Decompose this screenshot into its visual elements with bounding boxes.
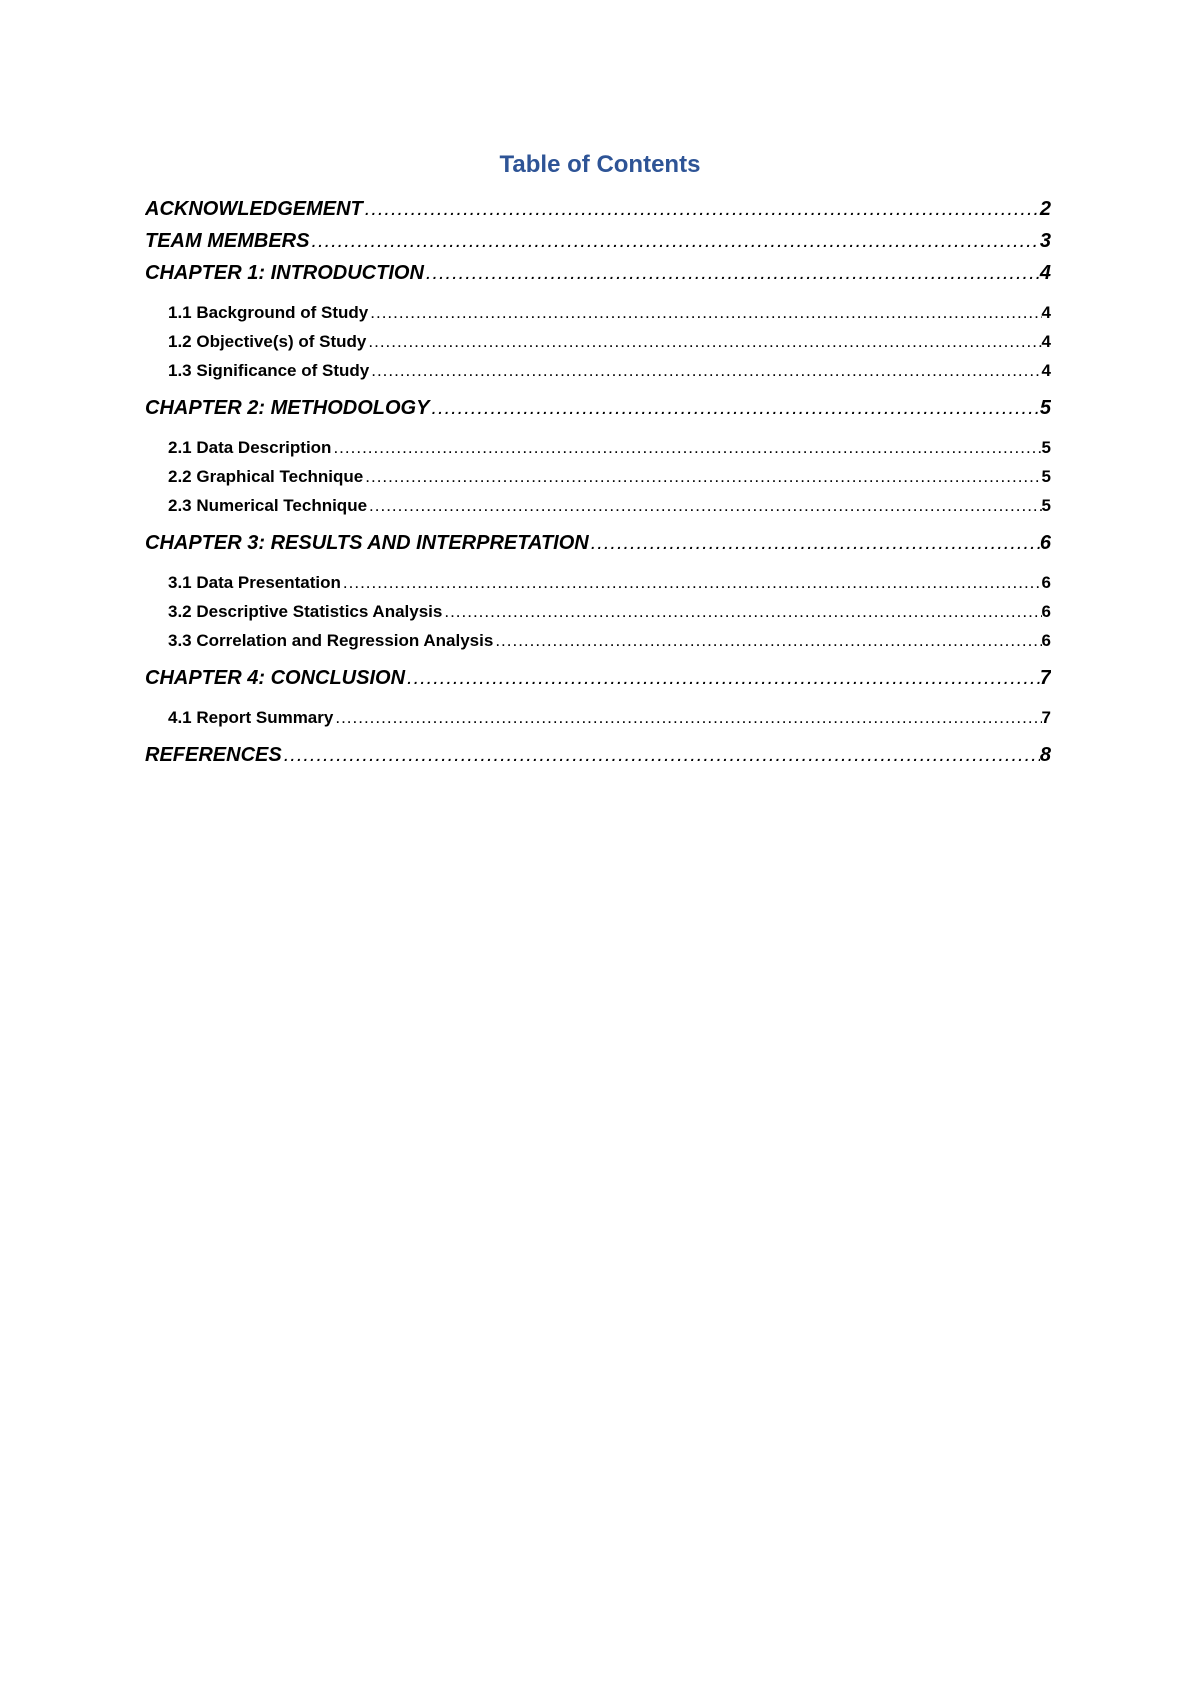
toc-page-number: 5 [1041,496,1051,515]
dot-leader [366,327,1041,356]
toc-entry-4-1[interactable] [145,703,1051,732]
toc-entry-label: 2.3 Numerical Technique [168,496,368,515]
dot-leader [429,392,1039,424]
dot-leader [442,597,1041,626]
dot-leader [309,225,1039,257]
dot-leader [363,193,1040,225]
toc-page-number: 5 [1041,467,1051,486]
toc-entry-label: 3.3 Correlation and Regression Analysis [168,631,494,650]
dot-leader [363,462,1041,491]
toc-entry-label: 1.1 Background of Study [168,303,369,322]
toc-entry-label: 2.1 Data Description [168,438,332,457]
dot-leader [333,703,1041,732]
dot-leader [405,662,1040,694]
toc-entry-acknowledgement[interactable] [145,193,1051,225]
toc-entry-3-3[interactable] [145,626,1051,655]
dot-leader [589,527,1040,559]
toc-entry-label: TEAM MEMBERS [145,230,310,252]
toc-title: Table of Contents [499,151,701,178]
toc-entry-chapter-3[interactable] [145,527,1051,559]
toc-entry-team-members[interactable] [145,225,1051,257]
toc-entry-label: REFERENCES [145,744,282,766]
toc-page-number: 4 [1041,332,1051,351]
toc-entry-label: CHAPTER 2: METHODOLOGY [145,397,430,419]
toc-entry-references[interactable] [145,739,1051,771]
dot-leader [493,626,1041,655]
toc-entry-3-1[interactable] [145,568,1051,597]
toc-entry-label: ACKNOWLEDGEMENT [145,198,363,220]
toc-entry-label: 2.2 Graphical Technique [168,467,364,486]
dot-leader [368,298,1041,327]
toc-entry-label: 3.2 Descriptive Statistics Analysis [168,602,443,621]
toc-entry-chapter-2[interactable] [145,392,1051,424]
toc-entry-3-2[interactable] [145,597,1051,626]
toc-page-number: 2 [1039,198,1051,220]
toc-entry-chapter-4[interactable] [145,662,1051,694]
toc-page-number: 7 [1039,667,1051,689]
dot-leader [282,739,1040,771]
toc-entry-2-1[interactable] [145,433,1051,462]
toc-entry-chapter-1[interactable] [145,257,1051,289]
dot-leader [369,356,1041,385]
toc-page-number: 4 [1041,303,1051,322]
toc-page-number: 5 [1041,438,1051,457]
toc-entry-1-1[interactable] [145,298,1051,327]
toc-entry-label: 1.2 Objective(s) of Study [168,332,367,351]
toc-page-number: 4 [1041,361,1051,380]
toc-page-number: 8 [1039,744,1051,766]
toc-page-number: 6 [1039,532,1051,554]
dot-leader [424,257,1040,289]
toc-page-number: 6 [1041,631,1051,650]
toc-entry-label: 1.3 Significance of Study [168,361,370,380]
dot-leader [341,568,1042,597]
toc-page-number: 5 [1039,397,1051,419]
table-of-contents [145,193,1051,771]
toc-entry-label: CHAPTER 3: RESULTS AND INTERPRETATION [145,532,589,554]
dot-leader [331,433,1041,462]
toc-entry-label: 3.1 Data Presentation [168,573,341,592]
dot-leader [367,491,1042,520]
toc-entry-2-3[interactable] [145,491,1051,520]
toc-entry-1-2[interactable] [145,327,1051,356]
toc-page-number: 6 [1041,602,1051,621]
toc-page-number: 6 [1041,573,1051,592]
toc-entry-label: 4.1 Report Summary [168,708,334,727]
toc-entry-label: CHAPTER 4: CONCLUSION [145,667,406,689]
toc-page-number: 3 [1039,230,1051,252]
toc-entry-label: CHAPTER 1: INTRODUCTION [145,262,424,284]
toc-page-number: 7 [1041,708,1051,727]
toc-page-number: 4 [1039,262,1051,284]
toc-entry-1-3[interactable] [145,356,1051,385]
toc-entry-2-2[interactable] [145,462,1051,491]
